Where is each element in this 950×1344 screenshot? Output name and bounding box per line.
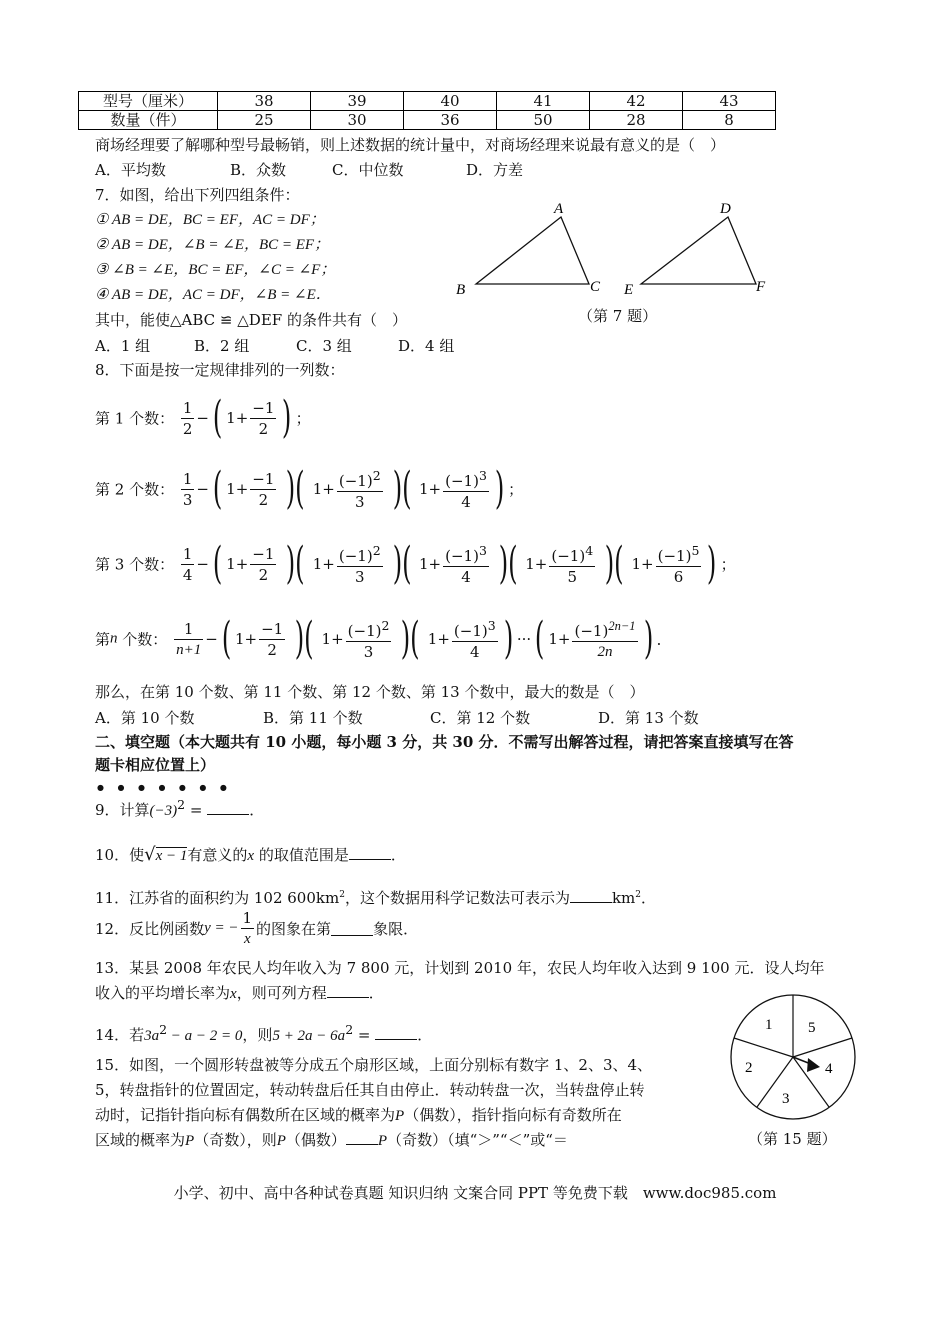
table-cell: 28: [590, 111, 683, 130]
q8-row1-label: 第 1 个数：: [95, 409, 175, 428]
q15-line4: [95, 1130, 568, 1151]
q13-text: 收入的平均增长率为: [95, 984, 231, 1002]
q15-text: 动时，记指针指向标有偶数所在区域的概率为: [95, 1106, 396, 1124]
q11-end: ．: [641, 889, 657, 907]
q12-den: x: [243, 931, 251, 947]
q15-text4: （奇数），则: [194, 1131, 277, 1149]
table-cell: 40: [404, 92, 497, 111]
q12-line: [95, 908, 418, 949]
table-row: [79, 111, 776, 130]
sector-label: 5: [808, 1020, 816, 1036]
q15-caption: （第 15 题）: [748, 1130, 837, 1148]
q8-row-2: 第 2 个数： $\frac{1}{3}$ −( 1+ $\frac{-1}{2}$ )( 1+ $\frac{(-1)^2}{3}$ )( 1+ $\frac{(-1)^3}{4}$ ) ；: [95, 463, 524, 514]
q13-end: ．: [368, 984, 384, 1002]
q6-option-b: B．众数: [230, 161, 287, 179]
q8-row2-label: 第 2 个数：: [95, 480, 175, 499]
q7-option-a: A．1 组: [95, 337, 151, 355]
sector-label: 2: [745, 1060, 753, 1076]
q14-end: ．: [417, 1026, 433, 1044]
q6-option-c: C．中位数: [332, 161, 404, 179]
answer-blank[interactable]: [207, 800, 249, 815]
table-cell: 41: [497, 92, 590, 111]
table-cell: 25: [218, 111, 311, 130]
q7-option-d: D．4 组: [398, 337, 455, 355]
q7-option-c: C．3 组: [296, 337, 352, 355]
table-cell: 43: [683, 92, 776, 111]
spinner-figure: [728, 992, 858, 1122]
table-cell: 数量（件）: [79, 111, 218, 130]
sector-label: 1: [765, 1017, 773, 1033]
vertex-label-f: F: [756, 279, 766, 295]
sector-label: 3: [782, 1091, 790, 1107]
q15-text6: （奇数）（填“＞”“＜”或“＝: [387, 1131, 568, 1149]
q7-stem: 7．如图，给出下列四组条件：: [95, 186, 300, 204]
vertex-label-a: A: [554, 201, 564, 217]
table-row: [79, 92, 776, 111]
q11-unit: km: [611, 889, 636, 907]
answer-blank[interactable]: [331, 921, 373, 936]
q7-question: 其中，能使△ABC ≌ △DEF 的条件共有（ ）: [95, 311, 407, 329]
q11-sup: 2: [339, 890, 345, 900]
q8-row3-label: 第 3 个数：: [95, 555, 175, 574]
q6-stem: 商场经理要了解哪种型号最畅销，则上述数据的统计量中，对商场经理来说最有意义的是（ ）: [95, 136, 726, 154]
q12-label: 12．反比例函数: [95, 920, 205, 938]
q8-question: 那么，在第 10 个数、第 11 个数、第 12 个数、第 13 个数中，最大的数是（ ）: [95, 683, 645, 701]
size-table: [78, 91, 776, 130]
table-cell: 8: [683, 111, 776, 130]
q8-row-1: 第 1 个数： $\frac{1}{2}$ −( 1+ $\frac{-1}{2}$ ) ；: [95, 392, 311, 443]
q7-caption: （第 7 题）: [578, 307, 658, 325]
q8-stem: 8．下面是按一定规律排列的一列数：: [95, 361, 345, 379]
table-cell: 型号（厘米）: [79, 92, 218, 111]
section-2-heading-cont: 题卡相应位置上）: [95, 756, 216, 774]
q13-text2: ，则可列方程: [236, 984, 327, 1002]
q14-label: 14．若: [95, 1026, 145, 1044]
vertex-label-c: C: [590, 279, 601, 295]
q9-label: 9．计算: [95, 801, 150, 819]
q15-p1: P: [395, 1108, 405, 1124]
emphasis-dots: ●●●●●●●: [97, 783, 241, 792]
q15-p4: P: [377, 1133, 388, 1149]
q7-condition-4: ④ AB = DE，AC = DF，∠B = ∠E．: [95, 287, 331, 303]
q8-option-d: D．第 13 个数: [598, 709, 699, 727]
q12-text2: 象限．: [373, 920, 419, 938]
vertex-label-b: B: [456, 282, 466, 298]
q9-expr: (−3): [149, 803, 178, 819]
q12-expr: y = −: [204, 920, 239, 936]
q6-option-a: A．平均数: [95, 161, 166, 179]
sector-divider: [793, 1038, 852, 1057]
q9-end: ．: [249, 801, 265, 819]
q10-end: ．: [390, 846, 406, 864]
q10-radicand: x − 1: [155, 848, 188, 864]
section-2-heading: 二、填空题（本大题共有 10 小题，每小题 3 分，共 30 分．不需写出解答过程，请把答案直接填写在答: [95, 733, 794, 751]
q8-rown-n: n: [110, 630, 118, 647]
table-cell: 39: [311, 92, 404, 111]
answer-blank[interactable]: [375, 1025, 417, 1040]
sector-label: 4: [825, 1061, 833, 1077]
triangle-def: [641, 217, 756, 284]
q15-text2: （偶数），指针指向标有奇数所在: [404, 1106, 622, 1124]
q11-sup2: 2: [635, 890, 642, 900]
q15-text3: 区域的概率为: [95, 1131, 186, 1149]
q9-eq: =: [185, 801, 208, 819]
page-footer: 小学、初中、高中各种试卷真题 知识归纳 文案合同 PPT 等免费下载 www.doc985.com: [173, 1184, 777, 1202]
q8-row-n: 第n 个数： $\frac{1}{n+1}$ −( 1+ $\frac{-1}{2}$ )( 1+ $\frac{(-1)^2}{3}$ )( 1+ $\frac{(-1)^3}{4}$ ) ···( 1+ $\frac{(-1)^{2n-1}}{2n}$ ) ．: [95, 613, 672, 664]
q14-s2: 2: [345, 1022, 354, 1037]
q6-option-d: D．方差: [466, 161, 524, 179]
sector-divider: [734, 1038, 793, 1057]
q8-row-3: 第 3 个数： $\frac{1}{4}$ −( 1+ $\frac{-1}{2}$ )( 1+ $\frac{(-1)^2}{3}$ )( 1+ $\frac{(-1)^3}{4}$ )( 1+ $\frac{(-1)^4}{5}$ )( 1+ $\frac{(-1)^5}{6}$ ) ；: [95, 538, 736, 589]
q8-option-a: A．第 10 个数: [95, 709, 195, 727]
q9-exponent: 2: [177, 797, 186, 812]
q14-text: ，则: [242, 1026, 273, 1044]
triangle-abc: [476, 217, 589, 284]
q15-p2: P: [185, 1133, 195, 1149]
q10-var: x: [247, 848, 255, 864]
q14-e2: − a − 2 = 0: [167, 1028, 243, 1044]
q12-text: 的图象在第: [256, 920, 332, 938]
q14-e1: 3a: [144, 1028, 160, 1044]
q15-text5: （偶数）: [285, 1131, 346, 1149]
answer-blank[interactable]: [327, 983, 369, 998]
q8-option-c: C．第 12 个数: [430, 709, 531, 727]
table-cell: 36: [404, 111, 497, 130]
q15-line2: 5，转盘指针的位置固定，转动转盘后任其自由停止．转动转盘一次，当转盘停止转: [95, 1081, 645, 1099]
q10-label: 10．使: [95, 846, 145, 864]
q12-num: 1: [242, 909, 253, 927]
q13-line2: [95, 983, 384, 1004]
answer-blank[interactable]: [570, 888, 612, 903]
q10-text: 有意义的: [187, 846, 248, 864]
vertex-label-e: E: [624, 282, 634, 298]
q15-line1: 15．如图，一个圆形转盘被等分成五个扇形区域，上面分别标有数字 1、2、3、4、: [95, 1056, 653, 1074]
q13-var: x: [230, 986, 237, 1002]
q11-text: 11．江苏省的面积约为 102 600km: [95, 889, 340, 907]
q11-line: [95, 885, 656, 908]
pointer-arrow-icon: [807, 1058, 820, 1072]
q8-rown-label-a: 第: [95, 630, 111, 649]
q8-rown-label-b: 个数：: [117, 630, 168, 649]
q11-text2: ，这个数据用科学记数法可表示为: [344, 889, 570, 907]
q13-line1: 13．某县 2008 年农民人均年收入为 7 800 元，计划到 2010 年，农民人均年收入达到 9 100 元．设人均年: [95, 959, 825, 977]
vertex-label-d: D: [720, 201, 731, 217]
q15-p3: P: [276, 1133, 286, 1149]
q8-option-b: B．第 11 个数: [263, 709, 363, 727]
q14-line: [95, 1020, 432, 1046]
q7-condition-1: ① AB = DE，BC = EF，AC = DF；: [95, 212, 325, 228]
q7-condition-3: ③ ∠B = ∠E，BC = EF，∠C = ∠F；: [95, 262, 336, 278]
table-cell: 50: [497, 111, 590, 130]
q10-line: 10．使√x − 1有意义的x 的取值范围是 ．: [95, 844, 406, 865]
q15-line3: [95, 1105, 622, 1126]
q10-text2: 的取值范围是: [254, 846, 349, 864]
table-cell: 30: [311, 111, 404, 130]
q9-line: [95, 795, 264, 821]
q7-option-b: B．2 组: [194, 337, 250, 355]
q14-e3: 5 + 2a − 6a: [272, 1028, 346, 1044]
table-cell: 42: [590, 92, 683, 111]
answer-blank[interactable]: [346, 1130, 378, 1145]
q7-triangles-figure: [450, 198, 780, 303]
q14-e4: =: [353, 1026, 376, 1044]
table-cell: 38: [218, 92, 311, 111]
q14-s1: 2: [159, 1022, 168, 1037]
q7-condition-2: ② AB = DE，∠B = ∠E，BC = EF；: [95, 237, 330, 253]
answer-blank[interactable]: [349, 845, 391, 860]
